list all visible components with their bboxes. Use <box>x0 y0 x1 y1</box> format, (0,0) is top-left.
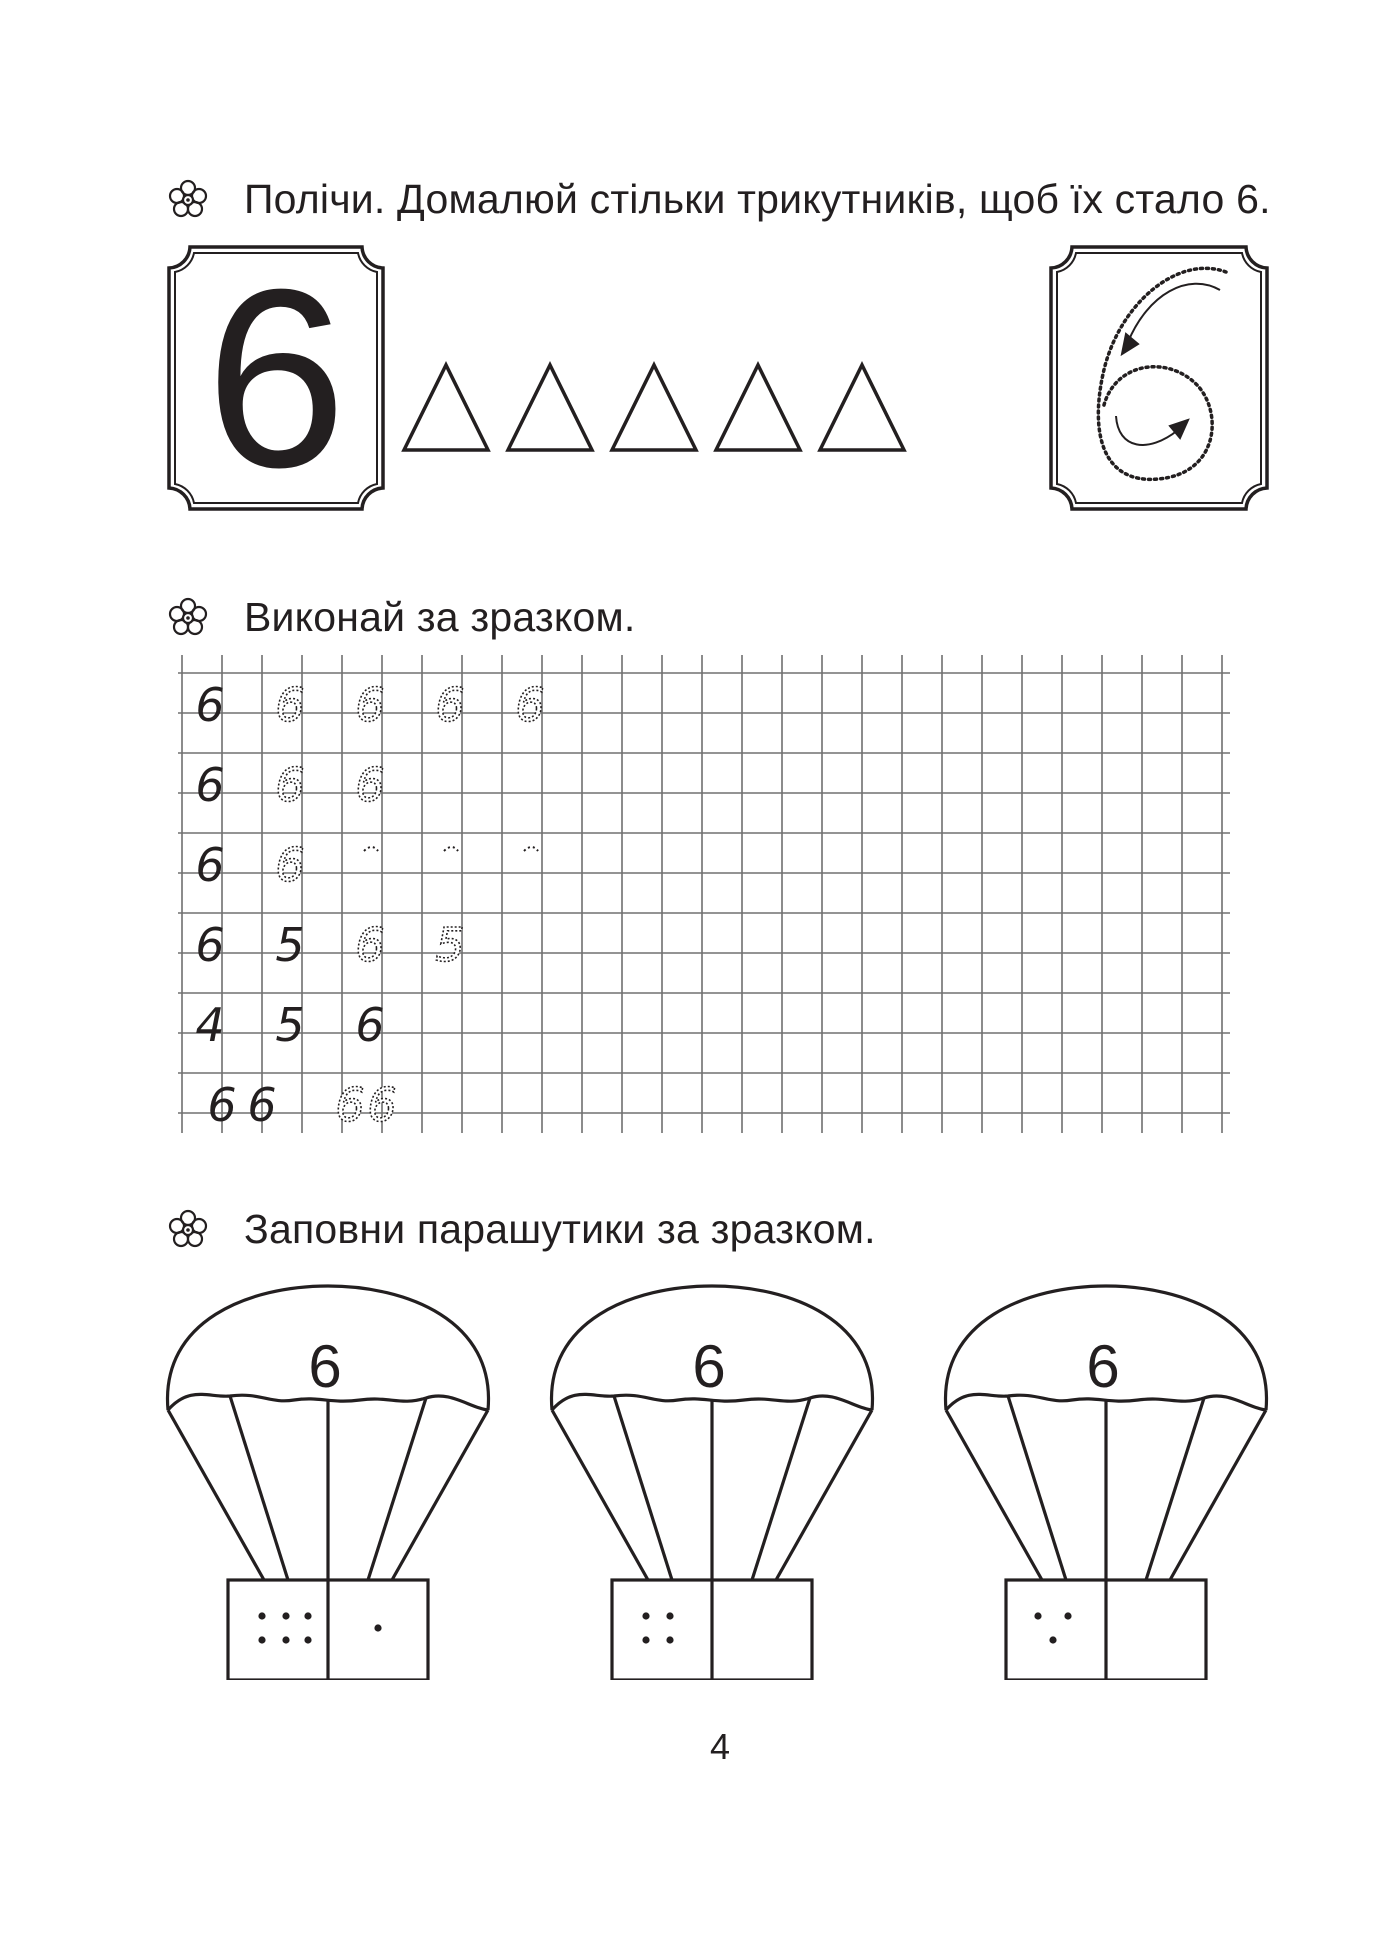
grid-digit-hint <box>444 847 458 851</box>
dot <box>282 1636 289 1643</box>
task-2-heading <box>166 594 636 641</box>
parachute <box>938 1280 1278 1680</box>
grid-digit: 6 <box>195 678 225 732</box>
parachute-string <box>368 1398 426 1580</box>
writing-grid[interactable] <box>178 655 1250 1137</box>
grid-digit: 6 <box>355 678 385 732</box>
triangle <box>508 365 592 450</box>
dot <box>642 1636 649 1643</box>
flower-icon <box>166 1208 210 1252</box>
dot <box>304 1612 311 1619</box>
task-2-text: Виконай за зразком. <box>244 594 636 640</box>
dot <box>1064 1612 1071 1619</box>
grid-digit: 6 <box>355 918 385 972</box>
parachute-string <box>230 1396 288 1580</box>
parachute-label: 6 <box>692 1333 726 1400</box>
dot <box>666 1636 673 1643</box>
parachute-string <box>168 1410 264 1580</box>
triangle <box>820 365 904 450</box>
writing-guide-card <box>1048 244 1270 512</box>
triangle <box>404 365 488 450</box>
grid-digit: 6 <box>355 998 385 1052</box>
dot <box>282 1612 289 1619</box>
big-digit: 6 <box>205 236 347 520</box>
parachute-string <box>946 1410 1042 1580</box>
grid-digit: 6 <box>207 1078 237 1132</box>
parachute-string <box>1008 1396 1066 1580</box>
dot <box>666 1612 673 1619</box>
dot <box>304 1636 311 1643</box>
triangle <box>716 365 800 450</box>
grid-digit: 5 <box>275 918 305 972</box>
parachute-label: 6 <box>1086 1333 1120 1400</box>
parachute-string <box>776 1410 872 1580</box>
dot <box>1034 1612 1041 1619</box>
grid-digit: 6 <box>355 758 385 812</box>
flower-icon <box>166 178 210 222</box>
grid-digit: 6 <box>515 678 545 732</box>
grid-digit: 5 <box>275 998 305 1052</box>
triangles-row <box>400 360 910 454</box>
grid-digit: 6 <box>195 838 225 892</box>
grid-digit: 6 <box>275 758 305 812</box>
dot <box>258 1636 265 1643</box>
dot <box>374 1624 381 1631</box>
grid-digit-hint <box>364 847 378 851</box>
grid-digit: 6 <box>195 758 225 812</box>
triangle <box>612 365 696 450</box>
parachute-string <box>752 1398 810 1580</box>
grid-digit: 6 <box>275 838 305 892</box>
grid-digit: 6 <box>195 918 225 972</box>
parachute <box>160 1280 500 1680</box>
grid-digit: 6 <box>435 678 465 732</box>
parachute-string <box>552 1410 648 1580</box>
parachute-string <box>392 1410 488 1580</box>
task-3-heading <box>166 1206 876 1253</box>
task-1-heading <box>166 176 1271 223</box>
parachute <box>544 1280 884 1680</box>
task-1-text: Полічи. Домалюй стільки трикутників, щоб їх стало 6. <box>244 176 1271 222</box>
page-number: 4 <box>709 1726 731 1767</box>
grid-digit: 4 <box>195 998 225 1052</box>
grid-digit: 5 <box>435 918 465 972</box>
parachute-string <box>1146 1398 1204 1580</box>
parachute-string <box>1170 1410 1266 1580</box>
grid-digit: 6 <box>367 1078 397 1132</box>
flower-icon <box>166 596 210 640</box>
dot <box>1049 1636 1056 1643</box>
grid-digit: 6 <box>275 678 305 732</box>
dot <box>258 1612 265 1619</box>
grid-digit: 6 <box>247 1078 277 1132</box>
dot <box>642 1612 649 1619</box>
grid-digit: 6 <box>335 1078 365 1132</box>
grid-digit-hint <box>524 847 538 851</box>
task-3-text: Заповни парашутики за зразком. <box>244 1206 876 1252</box>
parachute-label: 6 <box>308 1333 342 1400</box>
parachute-string <box>614 1396 672 1580</box>
